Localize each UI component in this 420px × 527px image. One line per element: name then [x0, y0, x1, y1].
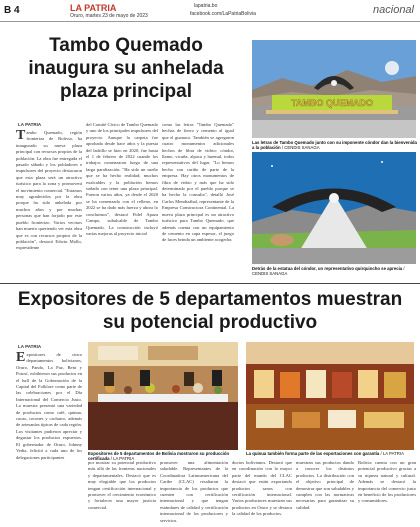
section-divider [0, 283, 420, 284]
article2-column-6: Bolivia cuenta con un gran potencial productivo gracias a su riqueza natural y cultural. Además se destacó la importancia del comercio justo en beneficio de los productores y consumidores. [358, 460, 416, 504]
photo-credit-right: / LA PATRIA [380, 451, 404, 456]
article1-kicker: LA PATRIA [18, 122, 42, 127]
article2-headline: Expositores de 5 departamentos muestran su potencial productivo [17, 289, 403, 333]
exhibitors-illustration [88, 342, 238, 450]
photo-caption-top [252, 140, 418, 150]
quinoa-photo [246, 342, 414, 450]
article1-headline: Tambo Quemado inaugura su anhelada plaza principal [28, 35, 224, 102]
plaza-letters-photo [252, 40, 416, 138]
photo-credit-left: / LA PATRIA [110, 456, 135, 462]
condor-statue-photo [252, 152, 416, 264]
article1-column-2: del Comité Cívico de Tambo Quemado y uno de los principales impulsores del proyecto. Aunque la carpeta fue aprobada desde hace años y la puesta del ladrillo se hizo en 2020, fue hasta el 1 de febrero de 2022 cuando los trabajos comenzaron luego de una larga paralización. "Ha sido un sueño que se ha hecho realidad; muchos exalcaldes y la población hemos soñado con tener una plaza principal. Fueron varios años, ya desde el 2020 se ha comenzado con el relleno, en 2022 se ha dado más fuerza y ahora lo concluimos", destacó Fidel Apaza Campo, subalcalde de Tambo Quemado. La construcción incluyó varias mejoras al proyecto inicial [86, 122, 158, 236]
page-header [0, 0, 420, 22]
photo-caption-right [246, 451, 414, 456]
section-name: nacional [373, 4, 414, 16]
page-number: B 4 [4, 5, 20, 16]
newspaper-logo: LA PATRIA [70, 3, 117, 13]
website: lapatria.bo [194, 3, 218, 9]
article1-column-1-text: ambo Quemado, región fronteriza de Bolivia, ha inaugurado su nueva plaza principal con recursos propios de la población. La obra fue entregada el pasado sábado y los pobladores e impulsores del proyecto destacaron que esta plaza será un atractivo turístico para la zona y promoverá el movimiento comercial. "Estamos muy agradecidos por la obra porque ha sido anhelada por muchos años y por muchas personas que han forjado por este pueblo fronterizo. Varios vecinos han muerto queriendo ver esta obra que es con recursos propios de la población", destacó Edwin Mollo, expresidente [16, 130, 82, 251]
article1-column-1 [16, 130, 82, 280]
dropcap: T [16, 130, 26, 143]
dateline: Oruro, martes 23 de mayo de 2023 [70, 13, 148, 19]
plaza-sign-text: TAMBO QUEMADO [291, 98, 373, 108]
article2-column-2: por mostrar su potencial productivo más allá de las fronteras nacionales y departamentales. Destacó que es muy elogiable que los productos tengan certificación internacional y promover el crecimiento económico y fortalecer una mayor justicia comercial. [88, 460, 156, 510]
photo-caption-bottom-text: Detrás de la estatua del cóndor, un representativo quirquincho se aprecia [252, 266, 403, 271]
article2-column-3: promover una alimentación saludable. Representantes de la Coordinadora Latinoamericana del Caribe (CLAC) resaltaron la importancia de los productos que cuenten con certificación internacional y que tengan estándares de calidad y certificación internacional de los productores y servicios. [160, 460, 228, 523]
plaza-letters-illustration [252, 40, 416, 138]
article2-column-1-text: xpositores de cinco departamentos bolivianos, Oruro, Pando, La Paz, Beni y Potosí, exhibieron sus productos en el hall de la Gobernación de la Capital del Folklore como parte de las celebraciones por el Día Internacional del Comercio Justo. La muestra presentó una variedad de productos como café, quinua, cacao, tocones y cacharro, además de artesanías típicas de cada región. Los visitantes pudieron apreciar y degustar los productos expuestos. El gobernador de Oruro, Johnny Vedia, felicitó a cada uno de los delegaciones participantes [16, 352, 82, 460]
photo-caption-top-text: Las letras de Tambo Quemado junto con su imponente cóndor dan la bienvenida a la población [252, 140, 417, 151]
exhibitors-photo [88, 342, 238, 450]
condor-statue-illustration [252, 152, 416, 264]
quinoa-illustration [246, 342, 414, 450]
article2-column-1 [16, 352, 82, 524]
photo-credit-bottom: / CENDIS SANAGA [252, 266, 405, 277]
dropcap: E [16, 352, 26, 365]
article2-column-5: muestran sus productos dando a conocer los distintos productos. La distribución con el objetivo principal de demostrar que son saludables y cumplen con las normativas necesarias para garantizar su calidad. [296, 460, 354, 510]
article1-column-3: como las letras "Tambo Quemado" hechas de fierro y cemento al igual que el guanaco. También se agregaron cuatro monumentos adicionales hechos de fibra de vidrio: cóndor, llamo, vicuña, alpaca y huemul, todos representativos del lugar. "Lo hemos hecho con cariño de parte de la empresa. Hay otros monumentos de fibra de vidrio y más que ha sido determinado por el pueblo porque se ha hecho la consulta", detalló José Carlos Mendizábal, representante de la Empresa Constructora Continental. La nueva plaza principal es un atractivo turístico para Tambo Quemado, que además cuenta con un equipamiento de cemento en capa espesor, el juego de luces brinda un ambiente acogedor. [162, 122, 234, 243]
article2-kicker: LA PATRIA [18, 344, 42, 349]
article2-column-4: ductos bolivianos. Destacó que en coordinación con la mayor parte del mundo del CLAC destacó que están exportando productos sanos con certificación internacional. Varios productores muestran sus productos en Oruro y se destaca la calidad de los productos. [232, 460, 292, 517]
photo-credit-top: / CENDIS SANAGA [281, 145, 320, 151]
photo-caption-bottom [252, 266, 418, 276]
photo-caption-right-text: La quinua también forma parte de las exportaciones con garantía [246, 451, 380, 456]
photo-caption-left-text: Expositores de 5 departamentos de Bolivia mostraron su producción certificada [88, 451, 230, 462]
social-handle: facebook.com/LaPatriaBolivia [190, 11, 256, 17]
